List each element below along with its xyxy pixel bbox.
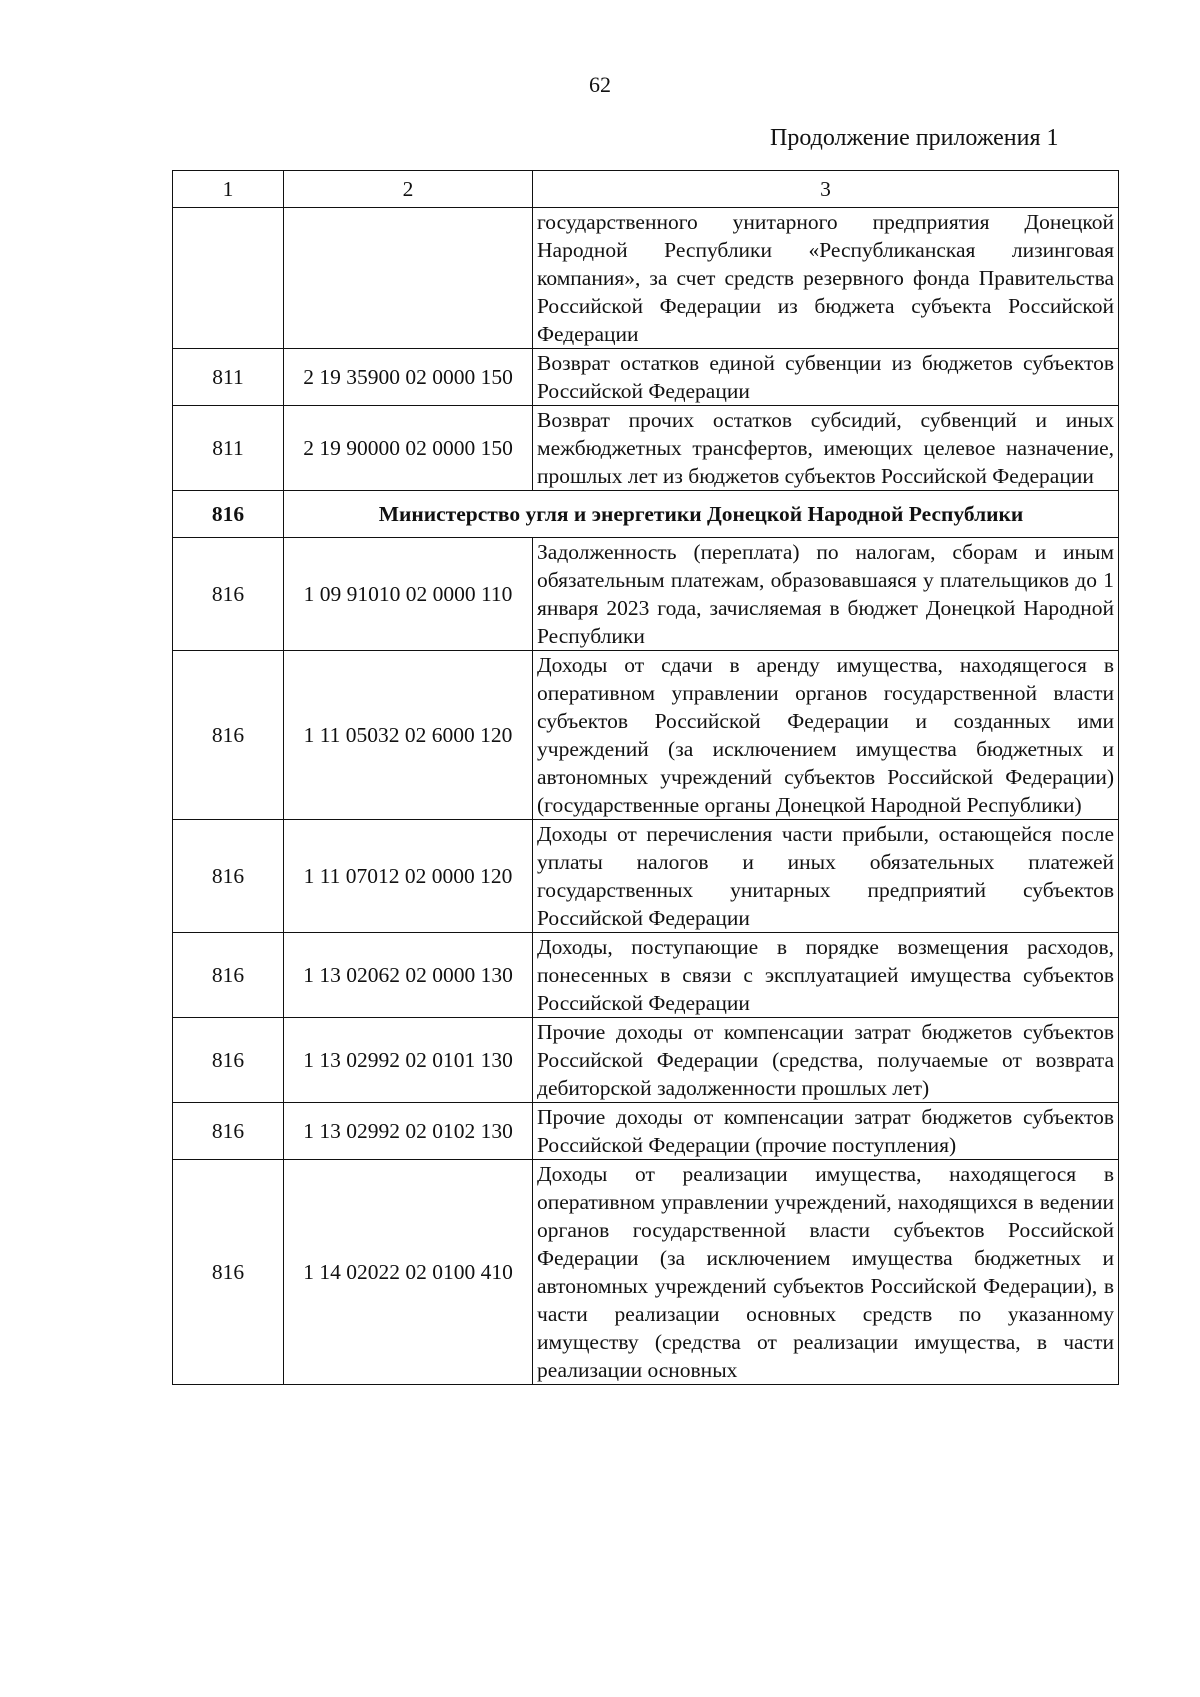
revenue-code-cell: 2 19 90000 02 0000 150: [284, 406, 533, 491]
description-line: Доходы от перечисления части прибыли, остающейся: [537, 822, 1052, 846]
description-line: понесенных в связи с эксплуатацией имущества: [537, 963, 1012, 987]
description-line: иным обязательным платежам, образовавшаяся у: [537, 540, 1114, 592]
continuation-label: Продолжение приложения 1: [770, 125, 1059, 151]
description-cell: [533, 820, 1119, 933]
revenue-code-cell: 1 13 02062 02 0000 130: [284, 933, 533, 1018]
description-line: после уплаты налогов и иных обязательных платежей: [537, 822, 1115, 874]
admin-code-cell: 816: [173, 1018, 284, 1103]
admin-code-cell: 816: [173, 820, 284, 933]
description-line: межбюджетных трансфертов, имеющих целевое: [537, 436, 996, 460]
description-line: Возврат прочих остатков субсидий, субвенций и иных: [537, 408, 1114, 432]
table-row: [173, 651, 1119, 820]
header-cell-2: 2: [284, 171, 533, 208]
description-line: средств по указанному имуществу (средства от: [537, 1302, 1115, 1354]
admin-code-cell: 811: [173, 406, 284, 491]
revenue-code-cell: 1 13 02992 02 0102 130: [284, 1103, 533, 1160]
table-header-row: [173, 171, 1119, 208]
description-line: Доходы от сдачи в аренду имущества, находящегося: [537, 653, 1087, 677]
description-line: в бюджет Донецкой Народной Республики: [537, 596, 1114, 648]
admin-code-cell: 816: [173, 538, 284, 651]
description-line: Доходы, поступающие в порядке возмещения расходов,: [537, 935, 1114, 959]
table-row: [173, 1160, 1119, 1385]
description-line: Российской Федерации) (государственные органы: [537, 765, 1114, 817]
description-line: прошлых лет): [801, 1076, 930, 1100]
header-cell-1: 1: [173, 171, 284, 208]
description-line: бюджетных и автономных учреждений субъектов: [537, 737, 1114, 789]
revenue-code-cell: [284, 208, 533, 349]
description-line: Возврат остатков единой субвенции из бюджетов: [537, 351, 1013, 375]
description-cell: [533, 208, 1119, 349]
admin-code-cell: 816: [173, 651, 284, 820]
description-line: Российской Федерации (за исключением имущества: [537, 1218, 1114, 1270]
table-row: [173, 1018, 1119, 1103]
revenue-code-cell: 2 19 35900 02 0000 150: [284, 349, 533, 406]
description-line: Народной Республики «Республиканская лизинговая: [537, 238, 1114, 262]
description-line: государственного унитарного предприятия Донецкой: [537, 210, 1114, 234]
table-row: [173, 933, 1119, 1018]
section-header-row: [173, 491, 1119, 538]
admin-code-cell: 816: [173, 933, 284, 1018]
description-line: Задолженность (переплата) по налогам, сборам и: [537, 540, 1047, 564]
description-line: бюджетных и автономных учреждений субъектов: [537, 1246, 1114, 1298]
description-line: компания», за счет средств резервного фонда: [537, 266, 970, 290]
description-line: ими учреждений (за исключением имущества: [537, 709, 1114, 761]
admin-code-cell: [173, 208, 284, 349]
table-row: [173, 349, 1119, 406]
description-line: Донецкой Народной Республики): [775, 793, 1082, 817]
table-row: [173, 1103, 1119, 1160]
table-row: [173, 538, 1119, 651]
description-line: субъектов Российской Федерации: [537, 351, 1114, 403]
section-admin-code: 816: [173, 491, 284, 538]
revenue-code-cell: 1 13 02992 02 0101 130: [284, 1018, 533, 1103]
revenue-code-cell: 1 09 91010 02 0000 110: [284, 538, 533, 651]
description-line: Прочие доходы от компенсации затрат бюджетов: [537, 1105, 1013, 1129]
description-line: ведении органов государственной власти субъектов: [537, 1190, 1115, 1242]
description-line: власти субъектов Российской Федерации и созданных: [537, 681, 1115, 733]
description-line: Российской Федерации: [537, 906, 750, 930]
description-cell: [533, 349, 1119, 406]
revenue-code-cell: 1 14 02022 02 0100 410: [284, 1160, 533, 1385]
description-line: государственных унитарных предприятий субъектов: [537, 878, 1114, 902]
table-body: [173, 171, 1119, 1385]
description-cell: [533, 1160, 1119, 1385]
description-line: субъекта Российской Федерации: [537, 294, 1115, 346]
section-title: Министерство угля и энергетики Донецкой Народной Республики: [284, 491, 1119, 538]
page-number: 62: [589, 72, 611, 97]
description-line: плательщиков до 1 января 2023 года, зачисляемая: [537, 568, 1115, 620]
description-cell: [533, 406, 1119, 491]
revenue-codes-table: [172, 170, 1119, 1385]
header-cell-3: 3: [533, 171, 1119, 208]
description-line: получаемые от возврата дебиторской задолженности: [537, 1048, 1114, 1100]
revenue-code-cell: 1 11 05032 02 6000 120: [284, 651, 533, 820]
description-cell: [533, 1103, 1119, 1160]
revenue-code-cell: 1 11 07012 02 0000 120: [284, 820, 533, 933]
description-line: поступления): [832, 1133, 957, 1157]
admin-code-cell: 816: [173, 1103, 284, 1160]
description-line: Прочие доходы от компенсации затрат бюджетов: [537, 1020, 1013, 1044]
table-row: [173, 208, 1119, 349]
table-row: [173, 820, 1119, 933]
description-line: Российской Федерации), в части реализации основных: [537, 1274, 1114, 1326]
admin-code-cell: 811: [173, 349, 284, 406]
description-line: оперативном управлении учреждений, находящихся в: [537, 1190, 1034, 1214]
table-row: [173, 406, 1119, 491]
description-line: реализации имущества, в части реализации основных: [537, 1330, 1114, 1382]
description-cell: [533, 1018, 1119, 1103]
description-cell: [533, 651, 1119, 820]
description-line: Доходы от реализации имущества, находящегося в: [537, 1162, 1114, 1186]
description-line: в оперативном управлении органов государственной: [537, 653, 1115, 705]
description-line: Правительства Российской Федерации из бюджета: [537, 266, 1114, 318]
description-line: субъектов Российской Федерации (средства,: [537, 1020, 1115, 1072]
description-line: субъектов Российской Федерации (прочие: [537, 1105, 1115, 1157]
admin-code-cell: 816: [173, 1160, 284, 1385]
description-cell: [533, 933, 1119, 1018]
description-cell: [533, 538, 1119, 651]
description-line: Российской Федерации: [880, 464, 1094, 488]
description-line: субъектов Российской Федерации: [537, 963, 1114, 1015]
description-line: назначение, прошлых лет из бюджетов субъектов: [537, 436, 1115, 488]
